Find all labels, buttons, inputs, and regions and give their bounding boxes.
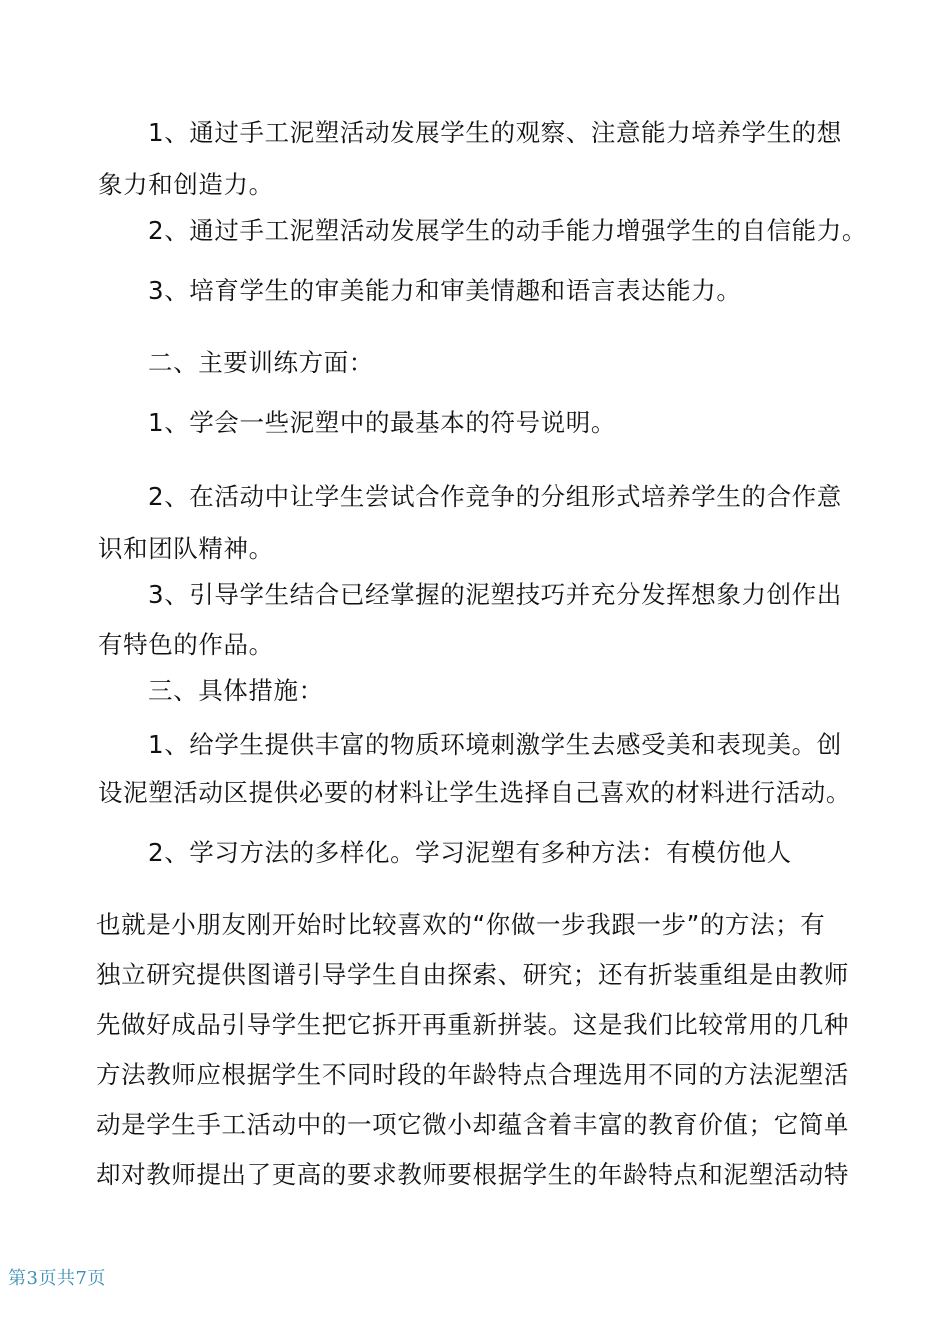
paragraph-line: 有特色的作品。	[98, 630, 274, 659]
paragraph-line: 动是学生手工活动中的一项它微小却蕴含着丰富的教育价值；它简单	[96, 1110, 849, 1139]
section-heading: 二、主要训练方面：	[148, 348, 374, 377]
paragraph-line: 1、给学生提供丰富的物质环境刺激学生去感受美和表现美。创	[148, 730, 842, 759]
paragraph-line: 象力和创造力。	[98, 170, 274, 199]
paragraph-line: 却对教师提出了更高的要求教师要根据学生的年龄特点和泥塑活动特	[96, 1160, 849, 1189]
page-number-footer: 第3页共7页	[8, 1268, 106, 1289]
paragraph-line: 2、在活动中让学生尝试合作竞争的分组形式培养学生的合作意	[148, 482, 842, 511]
paragraph-line: 2、学习方法的多样化。学习泥塑有多种方法：有模仿他人	[148, 838, 792, 867]
paragraph-line: 先做好成品引导学生把它拆开再重新拼装。这是我们比较常用的几种	[96, 1010, 849, 1039]
paragraph-line: 3、培育学生的审美能力和审美情趣和语言表达能力。	[148, 276, 742, 305]
paragraph-line: 独立研究提供图谱引导学生自由探索、研究；还有折装重组是由教师	[96, 960, 849, 989]
section-heading: 三、具体措施：	[148, 676, 324, 705]
paragraph-line: 3、引导学生结合已经掌握的泥塑技巧并充分发挥想象力创作出	[148, 580, 842, 609]
paragraph-line: 识和团队精神。	[98, 534, 274, 563]
paragraph-line: 方法教师应根据学生不同时段的年龄特点合理选用不同的方法泥塑活	[96, 1060, 849, 1089]
paragraph-line: 1、通过手工泥塑活动发展学生的观察、注意能力培养学生的想	[148, 118, 842, 147]
paragraph-line: 也就是小朋友刚开始时比较喜欢的“你做一步我跟一步”的方法；有	[96, 910, 826, 939]
paragraph-line: 1、学会一些泥塑中的最基本的符号说明。	[148, 408, 616, 437]
paragraph-line: 2、通过手工泥塑活动发展学生的动手能力增强学生的自信能力。	[148, 216, 867, 245]
paragraph-line: 设泥塑活动区提供必要的材料让学生选择自己喜欢的材料进行活动。	[98, 778, 851, 807]
